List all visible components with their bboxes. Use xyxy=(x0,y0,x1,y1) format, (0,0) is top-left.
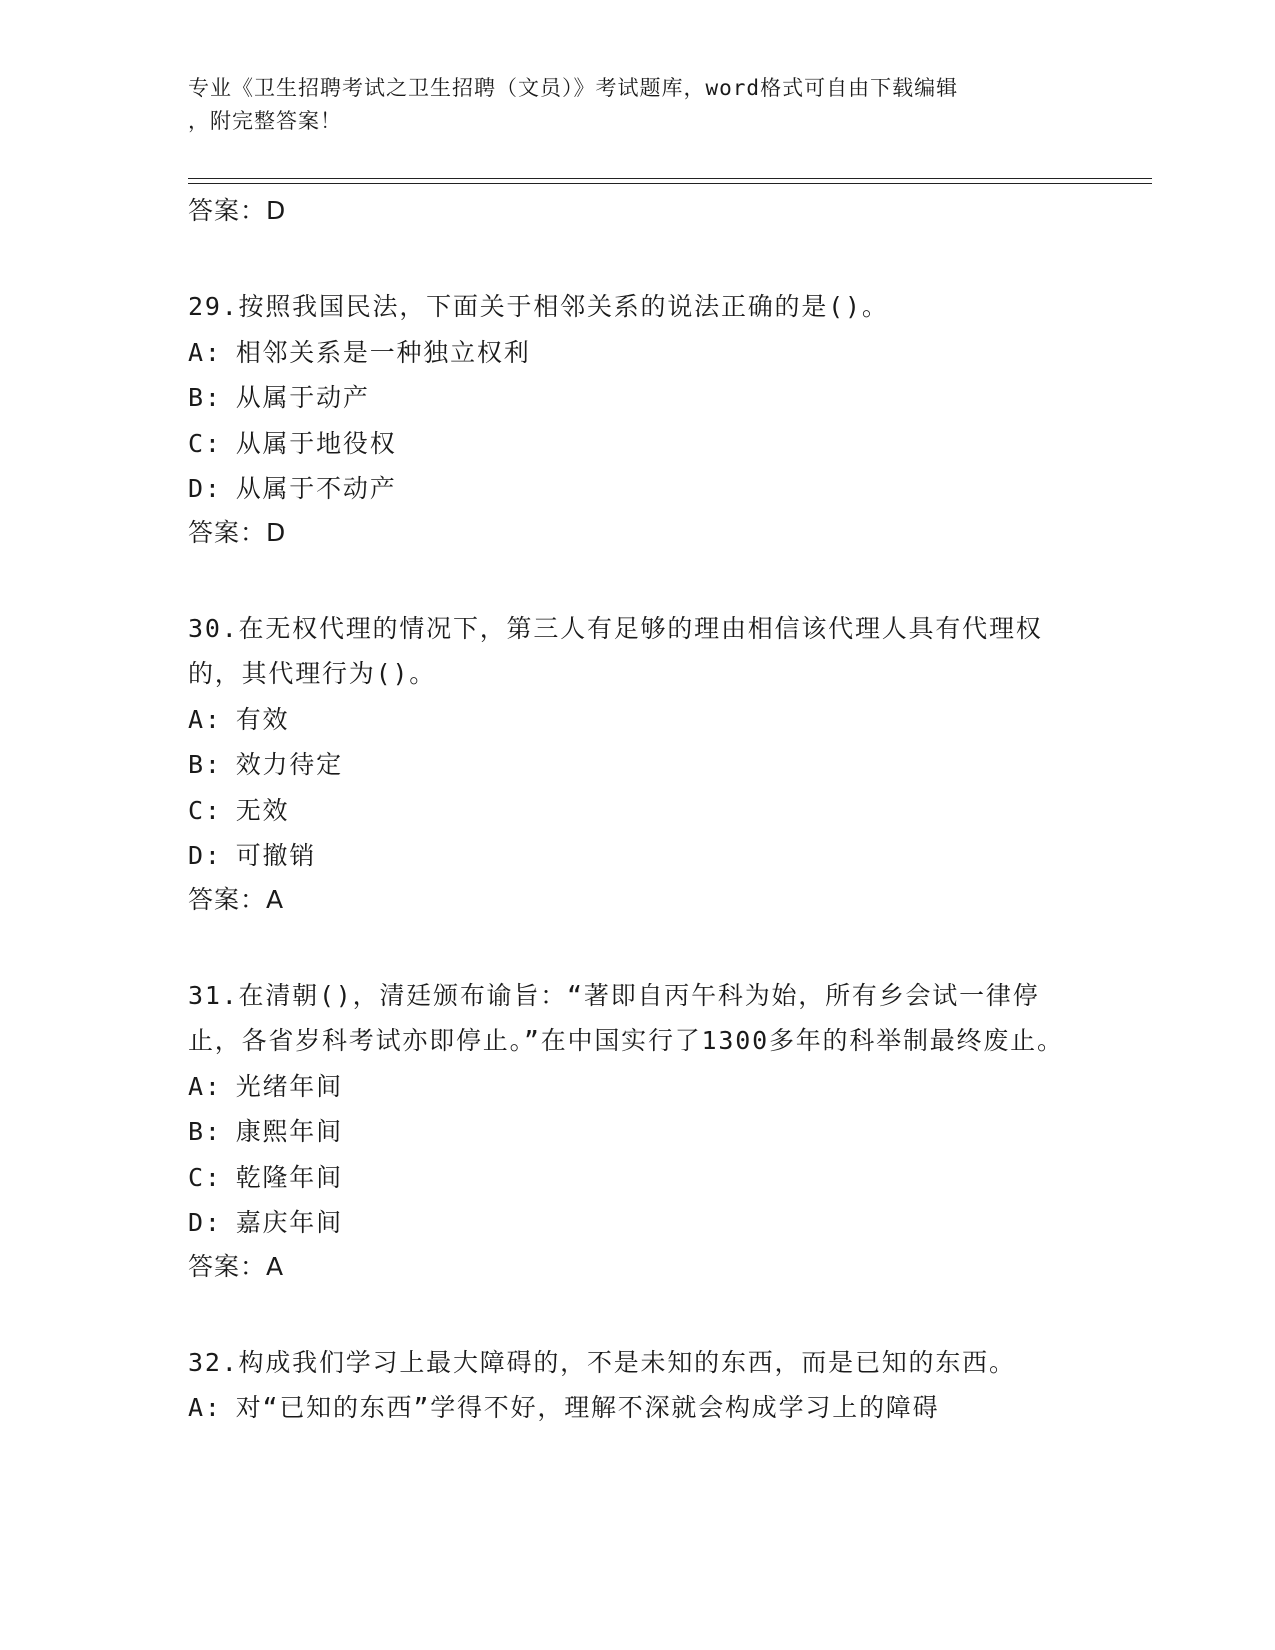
option-letter: B: xyxy=(188,750,222,779)
option-b xyxy=(188,1109,1088,1155)
option-text: 乾隆年间 xyxy=(235,1162,343,1192)
option-c xyxy=(188,421,1088,467)
option-d xyxy=(188,833,1088,879)
option-b xyxy=(188,375,1088,421)
option-letter: B: xyxy=(188,383,222,412)
option-a xyxy=(188,1064,1088,1110)
option-text: 对“已知的东西”学得不好，理解不深就会构成学习上的障碍 xyxy=(235,1393,940,1422)
option-letter: C: xyxy=(188,1162,222,1192)
option-letter: C: xyxy=(188,795,222,825)
question-text: 30.在无权代理的情况下，第三人有足够的理由相信该代理人具有代理权的，其代理行为()。 xyxy=(188,613,1043,688)
option-letter: D: xyxy=(188,474,222,503)
answer-line: 答案：A xyxy=(188,884,285,914)
answer-line: 答案：D xyxy=(188,196,287,225)
option-a xyxy=(188,330,1088,376)
option-letter: D: xyxy=(188,841,222,870)
option-d xyxy=(188,1200,1088,1246)
option-text: 从属于动产 xyxy=(235,383,370,412)
option-letter: D: xyxy=(188,1208,222,1237)
header-divider-second xyxy=(188,183,1152,184)
option-text: 相邻关系是一种独立权利 xyxy=(235,337,531,367)
option-a xyxy=(188,1385,1088,1431)
option-text: 无效 xyxy=(235,795,290,825)
option-text: 可撤销 xyxy=(235,841,317,870)
header-line-1: 专业《卫生招聘考试之卫生招聘（文员）》考试题库，word格式可自由下载编辑 xyxy=(188,76,959,100)
header-line-2: ，附完整答案！ xyxy=(188,109,342,133)
option-letter: A: xyxy=(188,1393,222,1422)
option-c xyxy=(188,788,1088,834)
option-letter: C: xyxy=(188,428,222,458)
option-text: 从属于地役权 xyxy=(235,428,397,458)
option-text: 有效 xyxy=(235,704,290,734)
option-text: 康熙年间 xyxy=(235,1117,343,1146)
question-list xyxy=(188,190,1088,1431)
question-text: 31.在清朝()，清廷颁布谕旨：“著即自丙午科为始，所有乡会试一律停止，各省岁科考试亦即停止。”在中国实行了1300多年的科举制最终废止。 xyxy=(188,980,1064,1055)
option-b xyxy=(188,742,1088,788)
option-text: 光绪年间 xyxy=(235,1071,343,1101)
header-divider xyxy=(188,178,1152,179)
question-text: 32.构成我们学习上最大障碍的，不是未知的东西，而是已知的东西。 xyxy=(188,1347,1016,1377)
option-text: 嘉庆年间 xyxy=(235,1208,343,1237)
question-text: 29.按照我国民法，下面关于相邻关系的说法正确的是()。 xyxy=(188,292,889,321)
document-header xyxy=(188,72,1068,138)
option-letter: A: xyxy=(188,704,222,734)
answer-line: 答案：A xyxy=(188,1251,285,1281)
answer-line: 答案：D xyxy=(188,517,287,547)
option-letter: A: xyxy=(188,1071,222,1101)
option-d xyxy=(188,466,1088,512)
option-a xyxy=(188,697,1088,743)
option-letter: B: xyxy=(188,1117,222,1146)
option-letter: A: xyxy=(188,337,222,367)
option-text: 效力待定 xyxy=(235,750,343,779)
option-text: 从属于不动产 xyxy=(235,474,397,503)
option-c xyxy=(188,1155,1088,1201)
